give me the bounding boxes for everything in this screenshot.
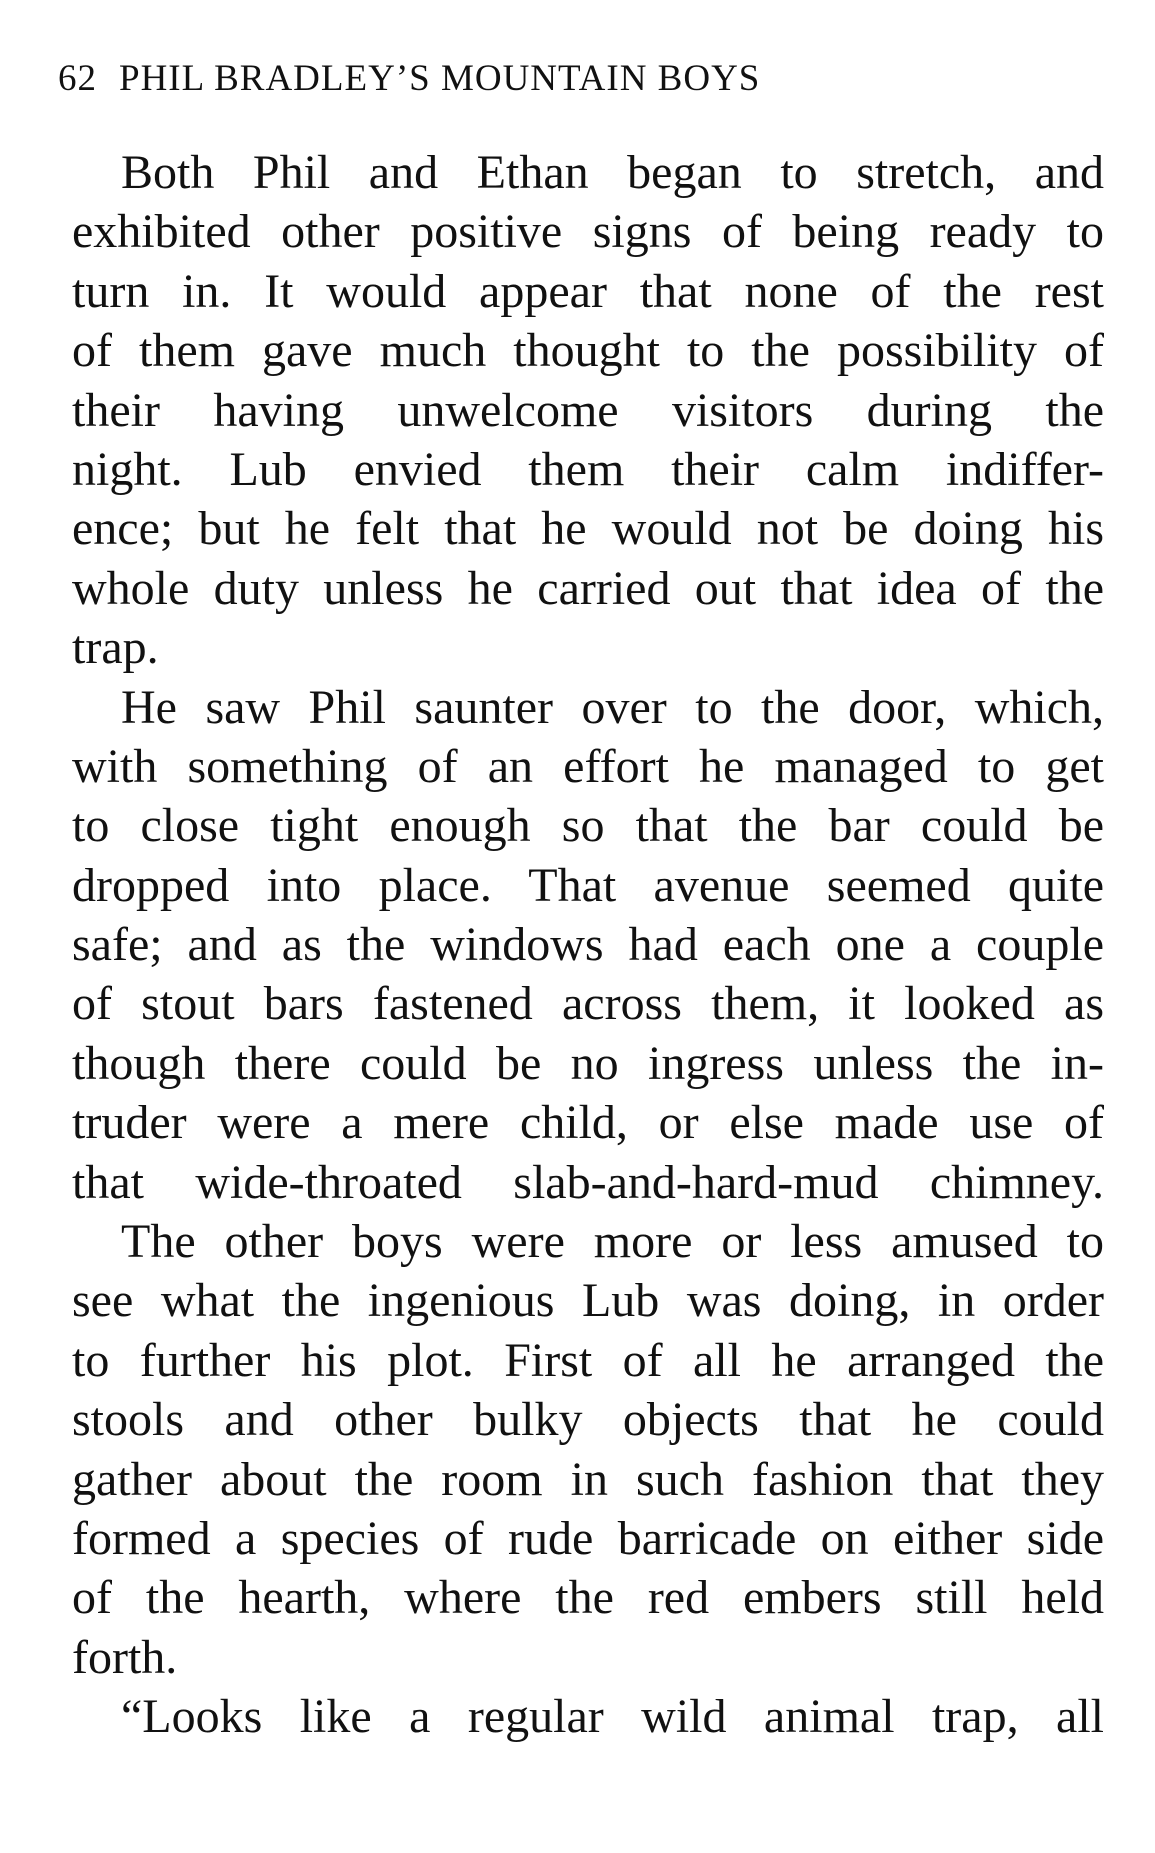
- text-line: dropped into place. That avenue seemed quite: [72, 858, 1104, 912]
- text-line: with something of an effort he managed to get: [72, 739, 1104, 793]
- text-line: of the hearth, where the red embers still held: [72, 1571, 1104, 1625]
- text-line: of stout bars fastened across them, it looked as: [72, 977, 1104, 1031]
- text-line: their having unwelcome visitors during the: [72, 383, 1104, 437]
- book-title: PHIL BRADLEY’S MOUNTAIN BOYS: [119, 58, 761, 99]
- text-line: The other boys were more or less amused to: [121, 1215, 1104, 1269]
- text-line: see what the ingenious Lub was doing, in order: [72, 1274, 1104, 1328]
- text-line: formed a species of rude barricade on either side: [72, 1511, 1104, 1565]
- text-line: trap.: [72, 621, 159, 675]
- text-line: though there could be no ingress unless the in-: [72, 1036, 1104, 1090]
- text-line: exhibited other positive signs of being ready to: [72, 205, 1104, 259]
- text-line: safe; and as the windows had each one a couple: [72, 918, 1104, 972]
- text-line: truder were a mere child, or else made use of: [72, 1096, 1104, 1150]
- running-head: [58, 56, 1018, 102]
- text-line: turn in. It would appear that none of the rest: [72, 264, 1104, 318]
- body-text: [72, 143, 1104, 1747]
- text-line: of them gave much thought to the possibility of: [72, 324, 1104, 378]
- text-line: gather about the room in such fashion that they: [72, 1452, 1104, 1506]
- text-line: whole duty unless he carried out that idea of the: [72, 561, 1104, 615]
- text-line: ence; but he felt that he would not be doing his: [72, 502, 1104, 556]
- text-line: to further his plot. First of all he arranged the: [72, 1333, 1104, 1387]
- text-line: He saw Phil saunter over to the door, which,: [121, 680, 1104, 734]
- text-line: forth.: [72, 1630, 178, 1684]
- text-line: Both Phil and Ethan began to stretch, and: [121, 146, 1104, 199]
- text-line: stools and other bulky objects that he could: [72, 1393, 1104, 1447]
- text-line: to close tight enough so that the bar could be: [72, 799, 1104, 853]
- text-line: that wide-throated slab-and-hard-mud chimney.: [72, 1155, 1104, 1209]
- text-line: night. Lub envied them their calm indiffer-: [72, 442, 1104, 496]
- text-line: “Looks like a regular wild animal trap, all: [121, 1690, 1104, 1744]
- page-number: 62: [58, 58, 97, 99]
